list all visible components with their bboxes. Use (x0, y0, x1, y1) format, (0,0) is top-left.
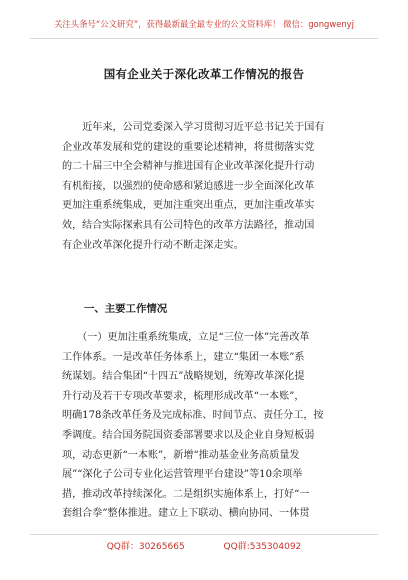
text-line: （一）更加注重系统集成，立足“三位一体”完善改革 (62, 332, 310, 343)
section-paragraph (62, 328, 350, 524)
text-line: 统谋划。结合集团“十四五”战略规划，统筹改革深化提 (62, 371, 305, 383)
text-line: 有机衔接，以强烈的使命感和紧迫感进一步全面深化改革 (62, 180, 315, 192)
header-divider (30, 38, 378, 39)
text-line: 项，动态更新“一本账”，新增“推动基金业务高质量发 (62, 449, 300, 461)
text-line: 措，推动改革持续深化。二是组织实施体系上，打好“一 (62, 488, 310, 500)
footer-qq-group-2: QQ群:535304092 (223, 542, 302, 552)
footer-divider (30, 534, 378, 535)
section-heading: 一、主要工作情况 (84, 303, 168, 315)
intro-paragraph (62, 118, 350, 255)
text-line: 展”“深化子公司专业化运营管理平台建设”等10余项举 (62, 469, 303, 481)
text-line: 套组合拳”整体推进。建立上下联动、横向协同、一体贯 (62, 508, 310, 520)
footer (0, 539, 408, 552)
text-line: 升行动及若干专项改革要求，梳理形成改革“一本账”， (62, 390, 305, 402)
text-line: 工作体系。一是改革任务体系上，建立“集团一本账”系 (62, 351, 305, 363)
text-line: 效，结合实际探索具有公司特色的改革方法路径，推动国 (62, 219, 315, 231)
text-line: 明确178条改革任务及完成标准、时间节点、责任分工，按 (62, 410, 324, 422)
text-line: 近年来，公司党委深入学习贯彻习近平总书记关于国有 (62, 122, 325, 133)
text-line: 企业改革发展和党的建设的重要论述精神，将贯彻落实党 (62, 141, 315, 153)
header-banner: 关注头条号“公文研究”，获得最新最全最专业的公文资料库！ 微信：gongwenyj (54, 19, 354, 29)
text-line: 更加注重系统集成，更加注重突出重点，更加注重改革实 (62, 200, 315, 212)
document-title: 国有企业关于深化改革工作情况的报告 (103, 67, 305, 81)
text-line: 季调度。结合国务院国资委部署要求以及企业自身短板弱 (62, 429, 315, 441)
text-line: 有企业改革深化提升行动不断走深走实。 (62, 239, 244, 251)
footer-qq-group-1: QQ群：30265665 (106, 542, 185, 552)
text-line: 的二十届三中全会精神与推进国有企业改革深化提升行动 (62, 161, 315, 173)
